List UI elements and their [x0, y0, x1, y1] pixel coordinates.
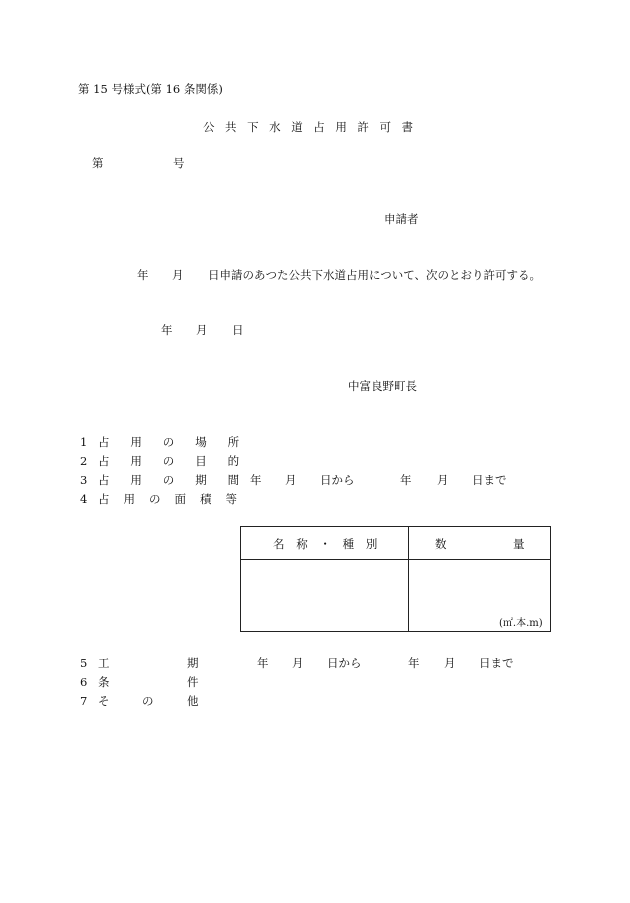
document-title: 公 共 下 水 道 占 用 許 可 書	[203, 120, 417, 134]
item-2	[80, 454, 580, 470]
term-from-month: 月	[292, 656, 304, 670]
item-label-a: そ	[98, 694, 110, 708]
applicant-label: 申請者	[384, 212, 419, 226]
table-divider	[408, 527, 409, 631]
doc-no-suffix: 号	[173, 156, 185, 170]
col-name-type-header: 名 称 ・ 種 別	[273, 537, 382, 551]
body-year: 年	[137, 268, 149, 282]
item-number: 2	[80, 454, 88, 468]
period-to-day: 日まで	[472, 473, 507, 487]
period-from-day: 日から	[320, 473, 355, 487]
item-label-mid: の	[142, 694, 154, 708]
item-7	[80, 694, 580, 710]
body-rest: 日申請のあつた公共下水道占用について、次のとおり許可する。	[208, 268, 542, 282]
term-to-month: 月	[444, 656, 456, 670]
doc-no-prefix: 第	[92, 156, 104, 170]
item-label-a: 工	[98, 656, 110, 670]
term-from-year: 年	[257, 656, 269, 670]
area-table	[240, 526, 551, 632]
issue-month: 月	[196, 323, 208, 337]
col-quantity-header-b: 量	[513, 537, 525, 551]
term-to-day: 日まで	[479, 656, 514, 670]
period-to-year: 年	[400, 473, 412, 487]
item-1	[80, 435, 580, 451]
item-label: 占 用 の 面 積 等	[98, 492, 243, 506]
item-label: 占 用 の 目 的	[98, 454, 248, 468]
unit-label: (㎡.本.m)	[499, 618, 543, 629]
period-from-year: 年	[250, 473, 262, 487]
col-quantity-header-a: 数	[435, 537, 447, 551]
item-number: 5	[80, 656, 88, 670]
item-number: 6	[80, 675, 88, 689]
term-to-year: 年	[408, 656, 420, 670]
item-number: 7	[80, 694, 88, 708]
item-label: 占 用 の 場 所	[98, 435, 248, 449]
item-3	[80, 473, 580, 489]
period-to-month: 月	[437, 473, 449, 487]
item-4	[80, 492, 580, 508]
item-label: 占 用 の 期 間	[98, 473, 248, 487]
item-label-a: 条	[98, 675, 110, 689]
item-5	[80, 656, 580, 672]
term-from-day: 日から	[327, 656, 362, 670]
issuer-name: 中富良野町長	[348, 379, 417, 393]
issue-day: 日	[232, 323, 244, 337]
item-label-b: 他	[187, 694, 199, 708]
item-number: 3	[80, 473, 88, 487]
issue-year: 年	[161, 323, 173, 337]
form-number: 第 15 号様式(第 16 条関係)	[78, 82, 223, 96]
item-label-b: 件	[187, 675, 199, 689]
item-number: 1	[80, 435, 88, 449]
item-label-b: 期	[187, 656, 199, 670]
item-number: 4	[80, 492, 88, 506]
item-6	[80, 675, 580, 691]
period-from-month: 月	[285, 473, 297, 487]
body-month: 月	[172, 268, 184, 282]
